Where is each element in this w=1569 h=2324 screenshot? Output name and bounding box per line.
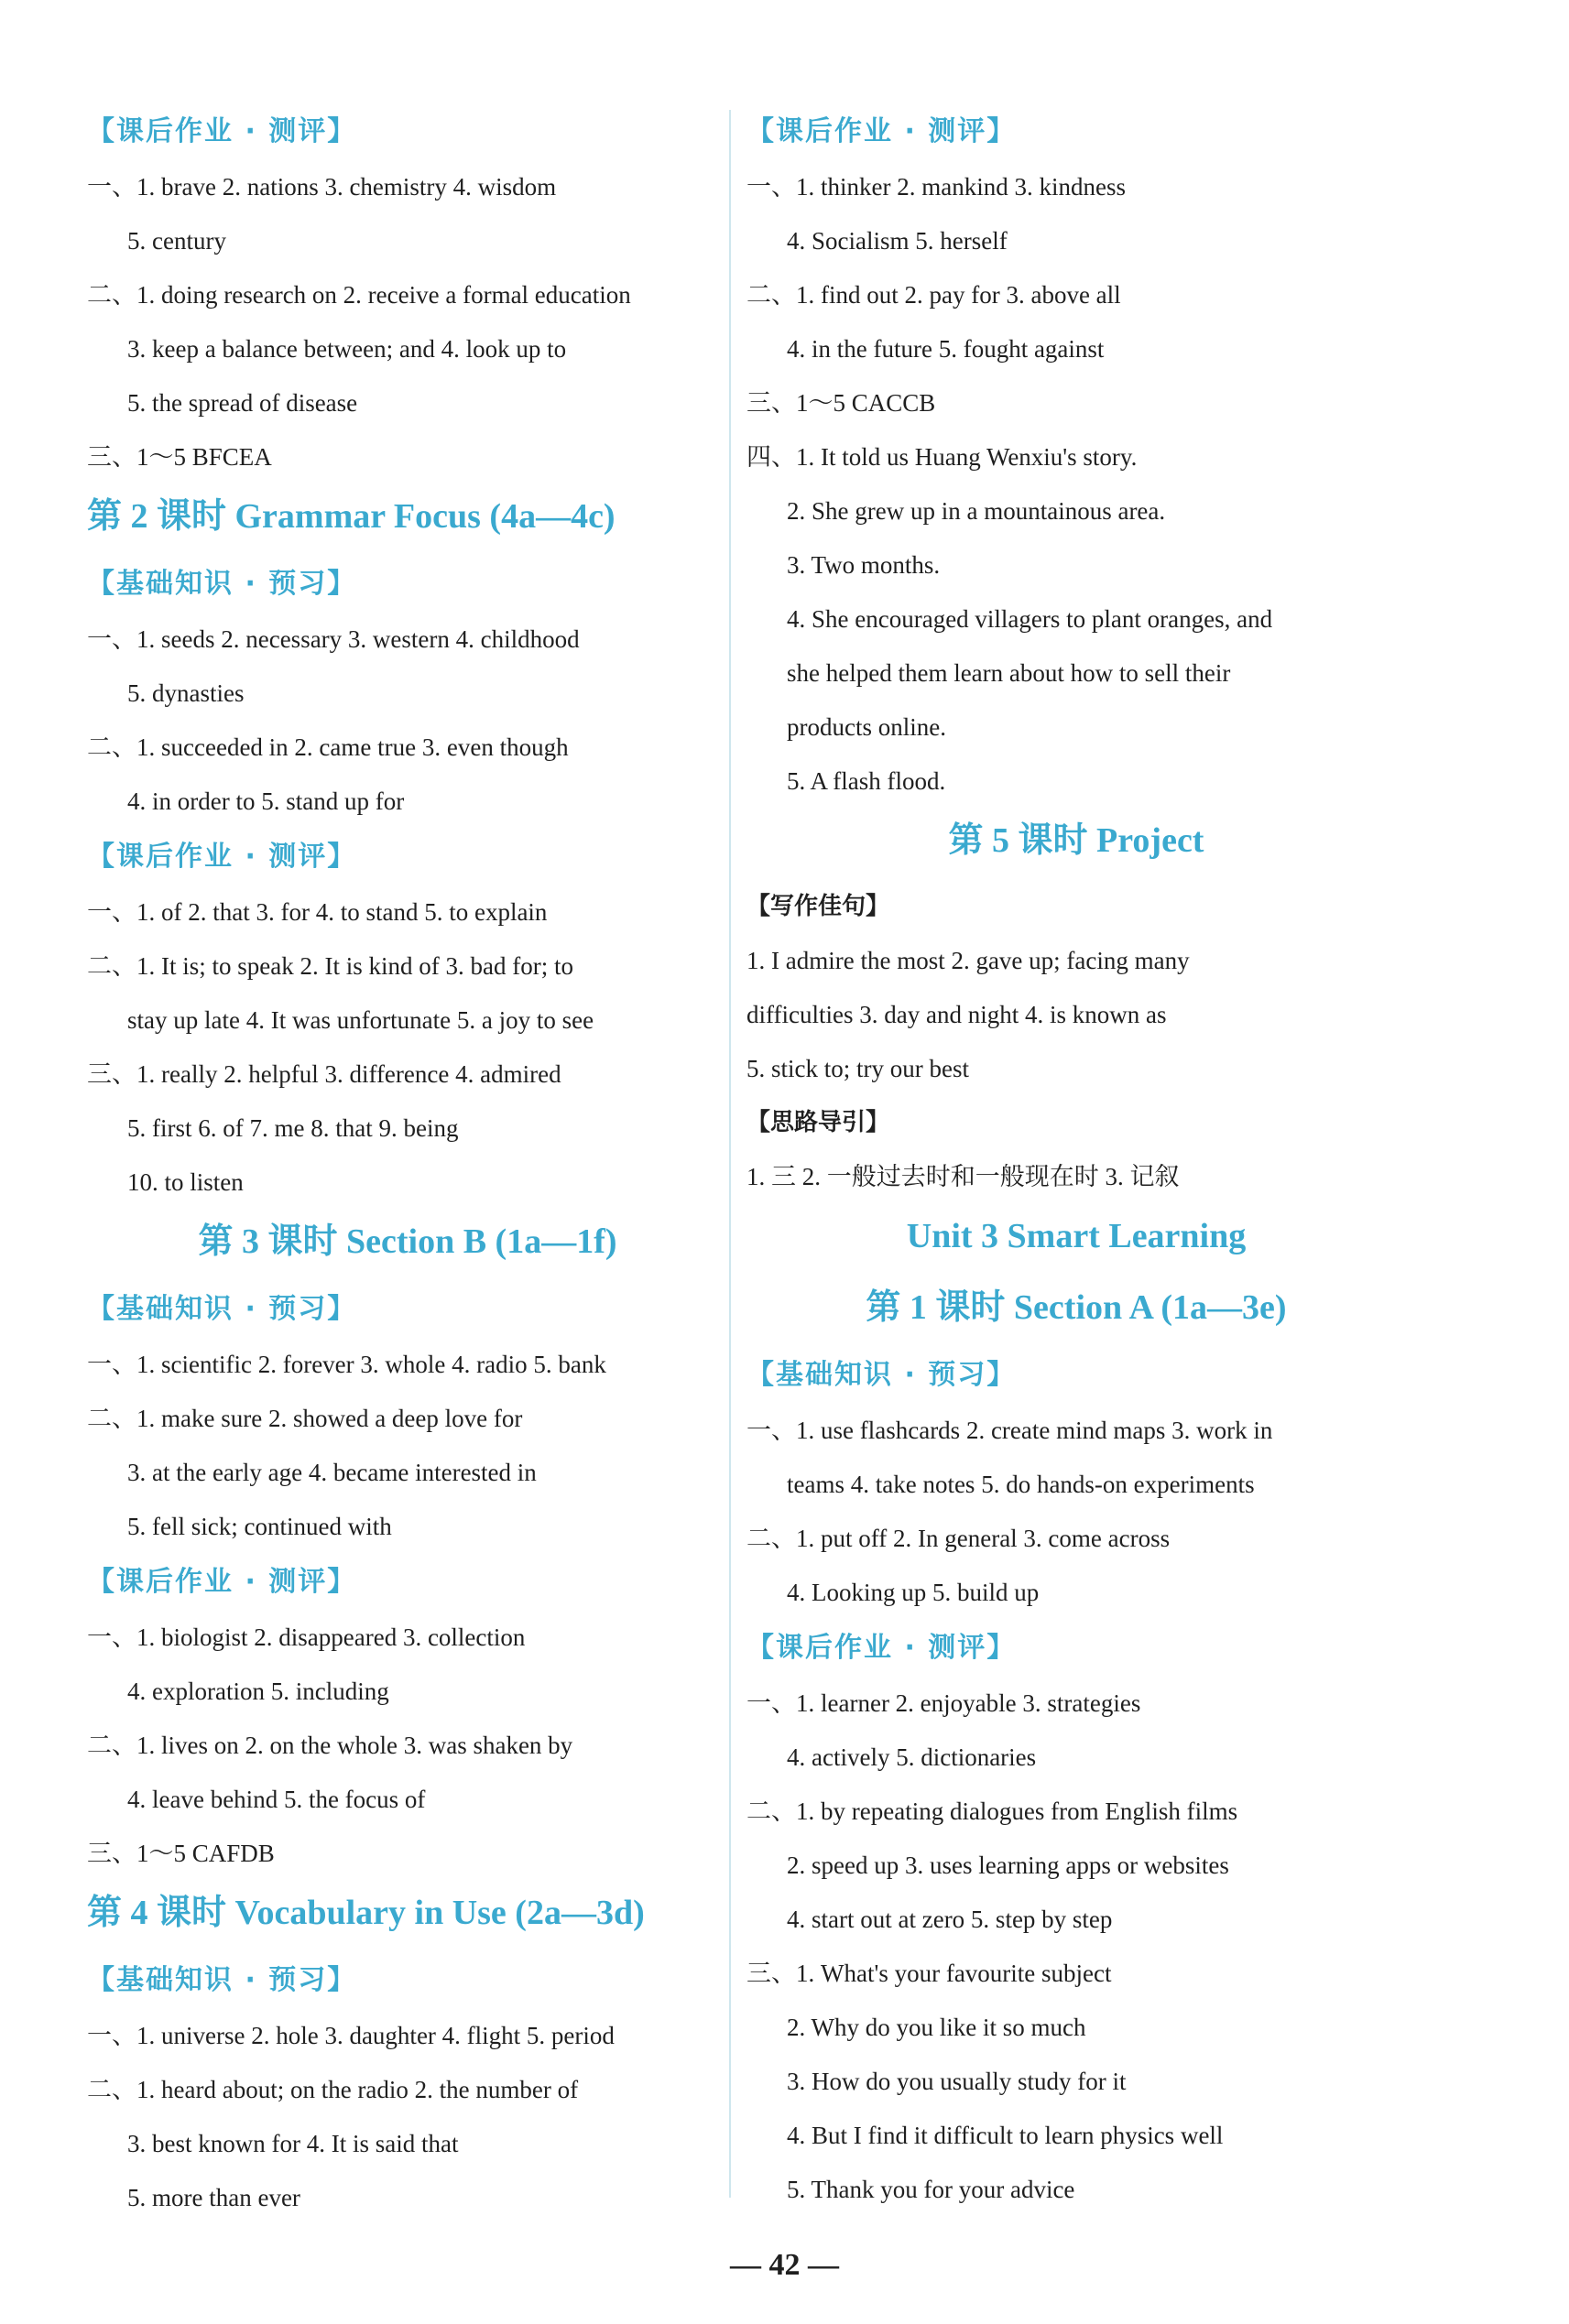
answer-line: 二、1. It is; to speak 2. It is kind of 3. bad for; to [87,952,573,980]
answer-line: products online. [787,713,946,741]
answer-line: 4. Looking up 5. build up [787,1579,1040,1606]
section-tag: 【基础知识 · 预习】 [87,1964,357,1996]
answer-line: 1. I admire the most 2. gave up; facing many [746,947,1190,974]
answer-line: 4. in order to 5. stand up for [127,787,405,815]
answer-line: 5. Thank you for your advice [787,2176,1075,2203]
answer-line: 二、1. by repeating dialogues from English films [746,1797,1238,1825]
lesson-heading: 第 2 课时 Grammar Focus (4a—4c) [87,497,616,536]
answer-line: 二、1. heard about; on the radio 2. the number of [87,2076,579,2103]
answer-line: 5. stick to; try our best [746,1055,969,1082]
page-number: — 42 — [730,2248,839,2282]
section-tag: 【基础知识 · 预习】 [87,1293,357,1325]
answer-line: 4. start out at zero 5. step by step [787,1906,1113,1933]
answer-line: 4. actively 5. dictionaries [787,1743,1037,1771]
section-tag: 【基础知识 · 预习】 [87,568,357,600]
answer-line: 一、1. thinker 2. mankind 3. kindness [746,173,1126,201]
answer-line: 三、1. really 2. helpful 3. difference 4. admired [87,1060,561,1088]
answer-line: 4. Socialism 5. herself [787,227,1008,255]
answer-line: 一、1. use flashcards 2. create mind maps 3. work in [746,1417,1273,1444]
answer-line: 三、1～5 BFCEA [87,443,272,471]
answer-line: 5. century [127,227,226,255]
section-tag: 【基础知识 · 预习】 [746,1359,1017,1391]
answer-line: teams 4. take notes 5. do hands-on experiments [787,1471,1255,1498]
answer-line: 二、1. doing research on 2. receive a formal education [87,281,631,309]
answer-line: 三、1. What's your favourite subject [746,1960,1112,1987]
answer-line: 一、1. universe 2. hole 3. daughter 4. flight 5. period [87,2022,615,2049]
answer-line: 4. But I find it difficult to learn physics well [787,2122,1224,2149]
answer-line: 3. at the early age 4. became interested in [127,1459,537,1486]
column-divider [729,110,731,2198]
answer-line: 5. more than ever [127,2184,300,2211]
lesson-heading: Unit 3 Smart Learning [906,1217,1247,1255]
answer-line: she helped them learn about how to sell their [787,659,1231,687]
answer-line: 一、1. scientific 2. forever 3. whole 4. radio 5. bank [87,1351,606,1378]
lesson-heading: 第 3 课时 Section B (1a—1f) [198,1222,617,1261]
answer-line: 2. Why do you like it so much [787,2014,1086,2041]
answer-line: 1. 三 2. 一般过去时和一般现在时 3. 记叙 [746,1163,1180,1190]
answer-line: 一、1. biologist 2. disappeared 3. collection [87,1624,526,1651]
section-tag: 【课后作业 · 测评】 [87,115,357,147]
answer-line: 5. fell sick; continued with [127,1513,392,1540]
lesson-heading: 第 5 课时 Project [948,821,1204,860]
answer-line: 3. best known for 4. It is said that [127,2130,459,2157]
answer-line: 三、1～5 CAFDB [87,1840,275,1867]
answer-line: 三、1～5 CACCB [746,389,936,417]
answer-line: 5. first 6. of 7. me 8. that 9. being [127,1114,459,1142]
answer-line: 2. speed up 3. uses learning apps or websites [787,1852,1229,1879]
sub-heading: 【思路导引】 [746,1109,890,1136]
section-tag: 【课后作业 · 测评】 [746,1632,1017,1664]
answer-line: 二、1. succeeded in 2. came true 3. even though [87,733,569,761]
section-tag: 【课后作业 · 测评】 [87,1566,357,1598]
answer-line: 4. She encouraged villagers to plant oranges, and [787,605,1273,633]
answer-line: 二、1. find out 2. pay for 3. above all [746,281,1121,309]
section-tag: 【课后作业 · 测评】 [746,115,1017,147]
answer-line: 3. Two months. [787,551,941,579]
answer-line: 5. dynasties [127,679,245,707]
answer-line: 10. to listen [127,1168,244,1196]
answer-line: 5. A flash flood. [787,767,946,795]
section-tag: 【课后作业 · 测评】 [87,841,357,873]
answer-line: stay up late 4. It was unfortunate 5. a joy to see [127,1006,594,1034]
answer-line: 一、1. of 2. that 3. for 4. to stand 5. to explain [87,898,548,926]
answer-line: 二、1. make sure 2. showed a deep love for [87,1405,523,1432]
lesson-heading: 第 1 课时 Section A (1a—3e) [866,1288,1287,1327]
answer-line: 2. She grew up in a mountainous area. [787,497,1166,525]
answer-line: 5. the spread of disease [127,389,358,417]
answer-line: 四、1. It told us Huang Wenxiu's story. [746,443,1138,471]
answer-line: 4. in the future 5. fought against [787,335,1105,363]
answer-line: 一、1. seeds 2. necessary 3. western 4. childhood [87,625,580,653]
answer-line: 二、1. put off 2. In general 3. come across [746,1525,1171,1552]
answer-line: 二、1. lives on 2. on the whole 3. was shaken by [87,1732,573,1759]
answer-line: 3. How do you usually study for it [787,2068,1127,2095]
answer-line: 一、1. learner 2. enjoyable 3. strategies [746,1689,1141,1717]
answer-line: 4. exploration 5. including [127,1678,389,1705]
answer-line: difficulties 3. day and night 4. is known as [746,1001,1167,1028]
sub-heading: 【写作佳句】 [746,893,890,920]
lesson-heading: 第 4 课时 Vocabulary in Use (2a—3d) [87,1894,645,1932]
answer-line: 一、1. brave 2. nations 3. chemistry 4. wisdom [87,173,557,201]
answer-line: 4. leave behind 5. the focus of [127,1786,426,1813]
answer-line: 3. keep a balance between; and 4. look up to [127,335,567,363]
